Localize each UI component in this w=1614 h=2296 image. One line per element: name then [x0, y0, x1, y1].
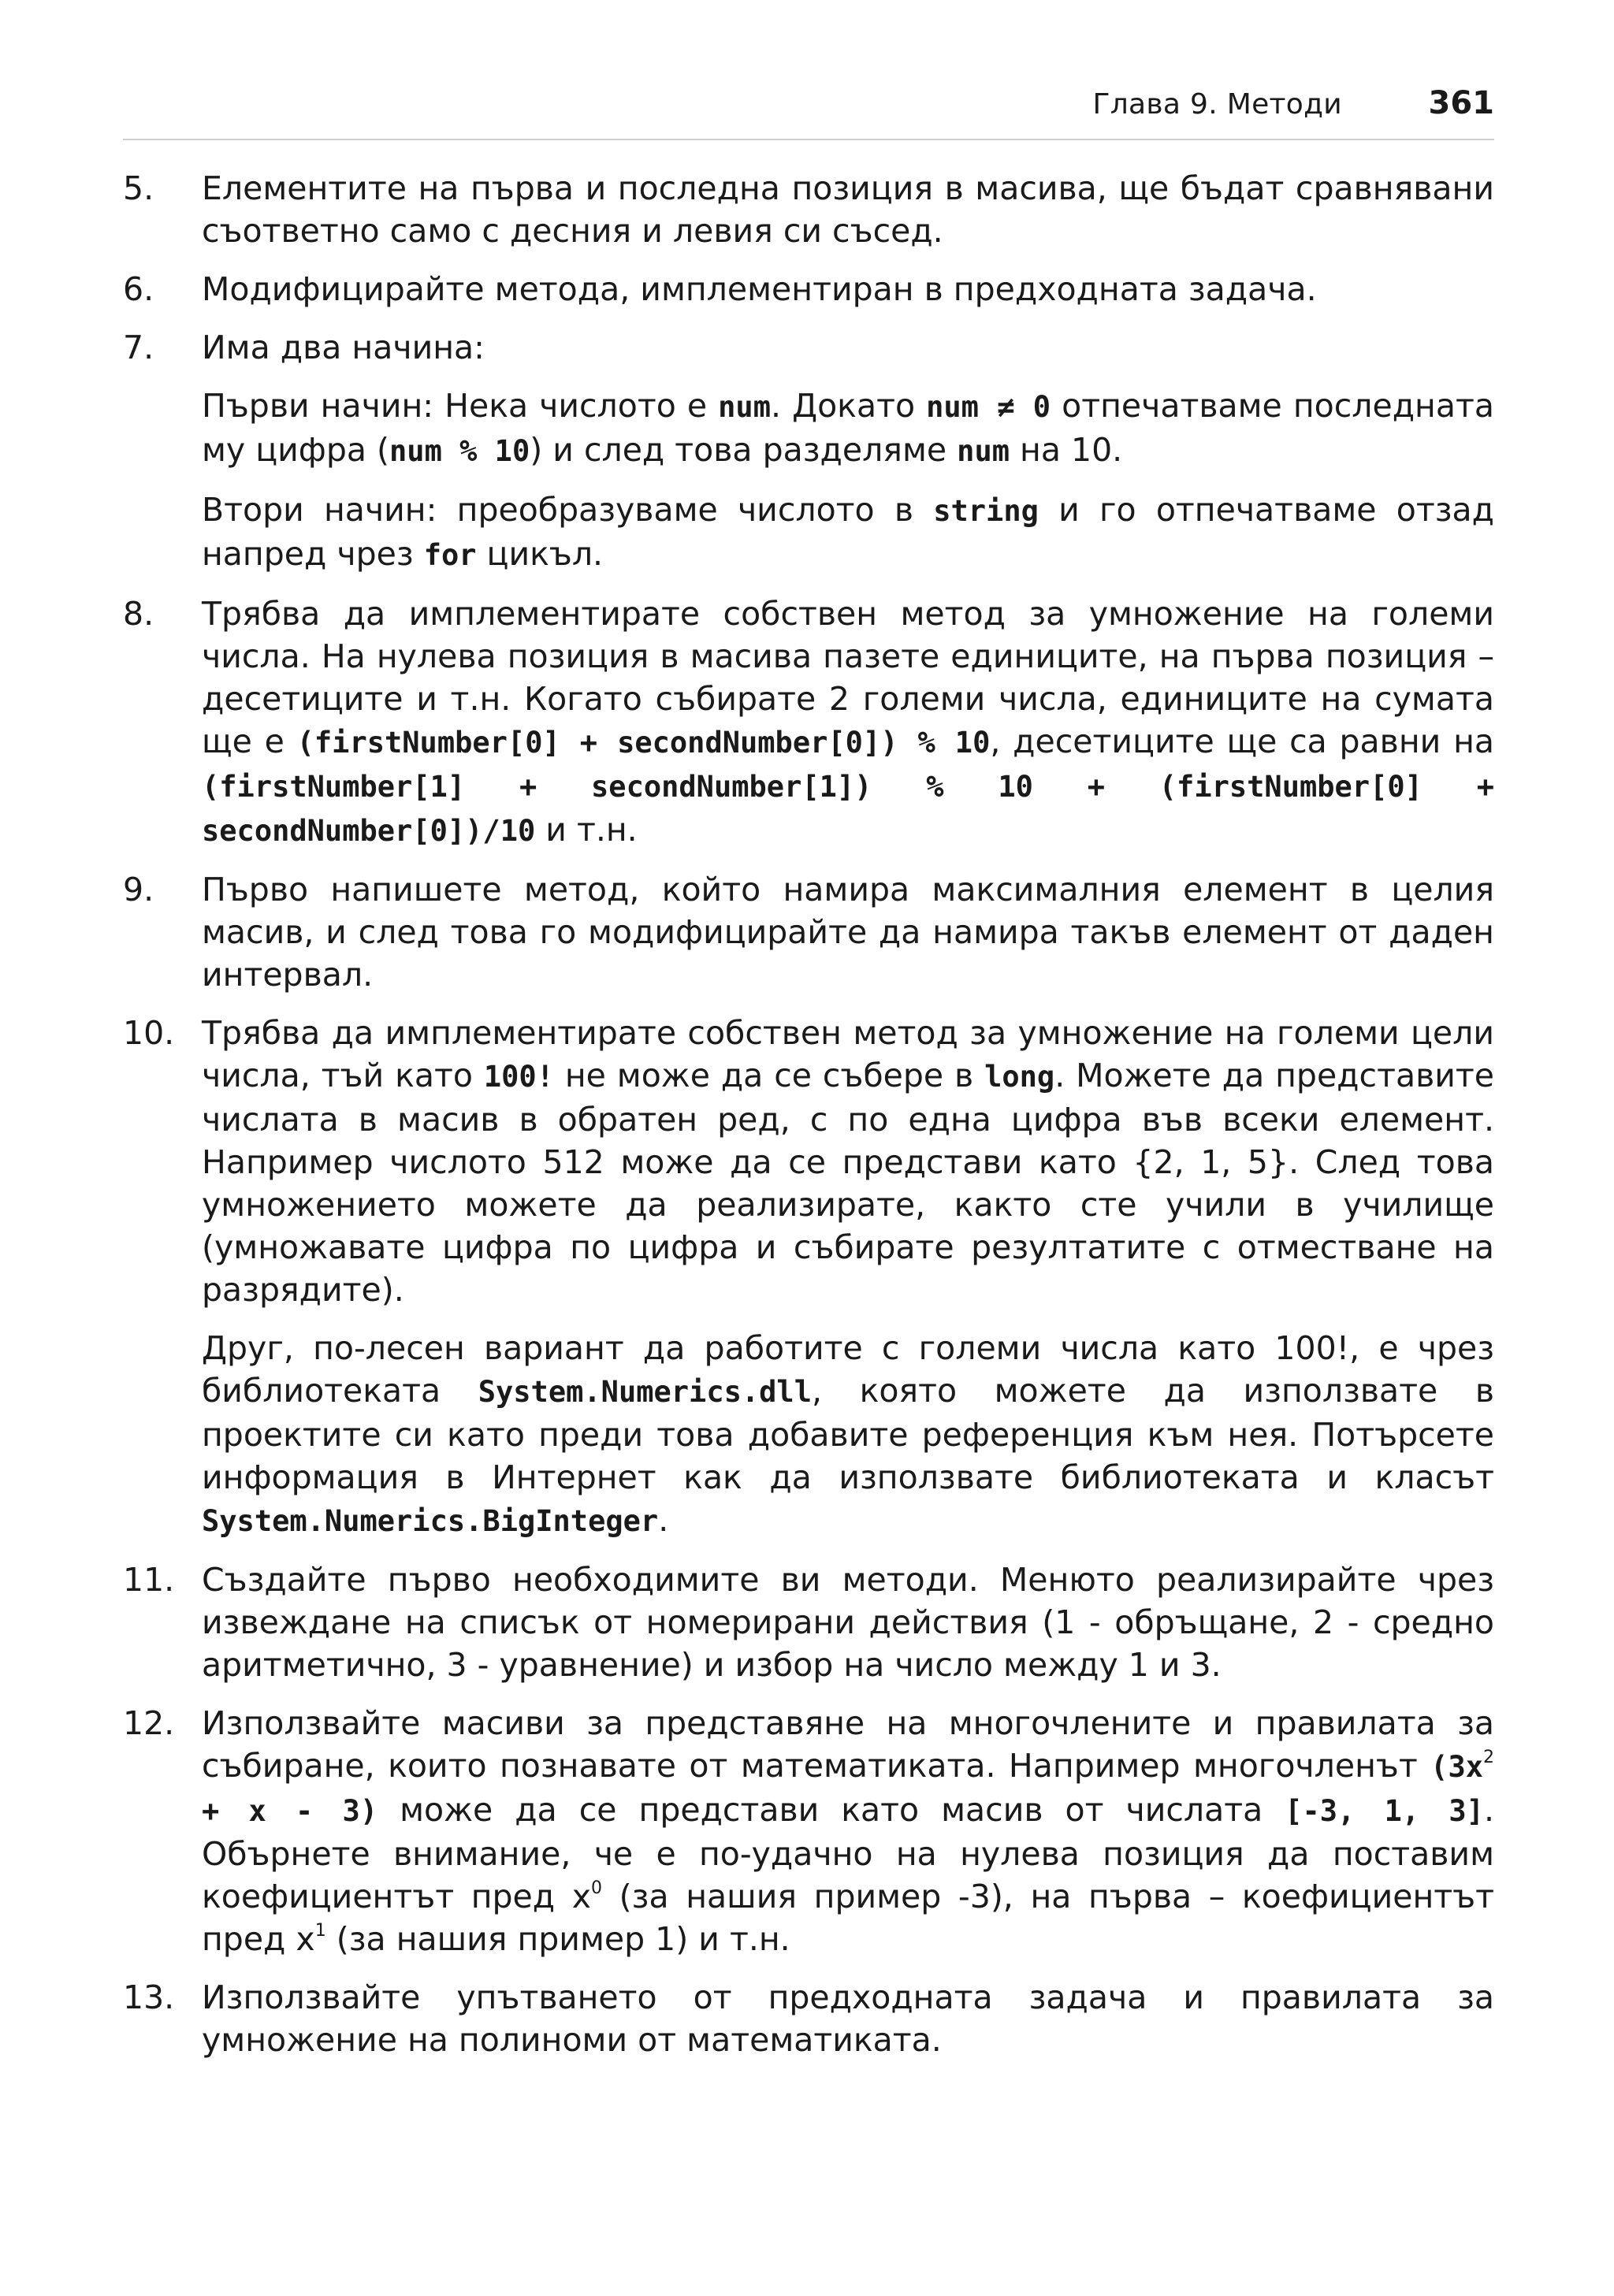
text-run: Създайте първо необходимите ви методи. Менюто реализирайте чрез извеждане на списък от номерирани действия (1 - обръщане, 2 - средно аритметично, 3 - уравнение) и избор на число между 1 и 3. [202, 1561, 1494, 1684]
item-paragraph [202, 1702, 1494, 1960]
text-run: Елементите на първа и последна позиция в масива, ще бъдат сравнявани съответно само с десния и левия си съсед. [202, 169, 1494, 250]
item-paragraph [202, 1012, 1494, 1311]
text-run: , десетиците ще са равни на [990, 723, 1494, 760]
list-item [123, 593, 1494, 853]
text-run: . [658, 1501, 669, 1539]
chapter-title: Глава 9. Методи [1092, 88, 1342, 121]
item-number: 5. [123, 169, 154, 207]
item-paragraph [202, 1976, 1494, 2061]
code-snippet: System.Numerics.dll [478, 1375, 812, 1409]
item-number: 10. [123, 1014, 175, 1052]
item-paragraph [202, 1327, 1494, 1543]
text-run: Модифицирайте метода, имплементиран в предходната задача. [202, 270, 1317, 308]
page-header [123, 82, 1494, 132]
text-run: отпечатваме последната му цифра ( [202, 387, 1494, 469]
list-item [123, 326, 1494, 577]
text-run: и го отпечатваме отзад напред чрез [202, 491, 1494, 573]
code-snippet: [-3, 1, 3] [1285, 1794, 1484, 1828]
item-paragraph [202, 268, 1494, 310]
list-item [123, 1012, 1494, 1543]
hints-list [123, 167, 1494, 2077]
item-number: 9. [123, 871, 154, 908]
code-snippet: for [423, 538, 477, 572]
list-item [123, 1976, 1494, 2061]
header-divider [123, 139, 1494, 140]
text-run: Първо напишете метод, който намира максималния елемент в целия масив, и след това го модифицирайте да намира такъв елемент от даден интервал. [202, 871, 1494, 994]
item-paragraph [202, 326, 1494, 369]
list-item [123, 167, 1494, 252]
item-number: 12. [123, 1704, 175, 1742]
text-run: (за нашия пример -3), на първа – коефициентът пред x [202, 1878, 1495, 1958]
code-snippet: num [957, 434, 1010, 468]
text-run: Има два начина: [202, 329, 485, 366]
text-run: Трябва да имплементирате собствен метод за умножение на големи числа. На нулева позиция в масива пазете единиците, на първа позиция – десетиците и т.н. Когато събирате 2 големи числа, единиците на сумата ще е [202, 595, 1494, 760]
text-run: Използвайте упътването от предходната задача и правилата за умножение на полиноми от математиката. [202, 1978, 1494, 2059]
code-snippet: num % 10 [389, 434, 530, 468]
superscript: 1 [314, 1921, 326, 1941]
text-run: Трябва да имплементирате собствен метод за умножение на големи цели числа, тъй като [202, 1014, 1494, 1094]
text-run: може да се представи като масив от числата [377, 1791, 1285, 1829]
code-snippet: string [933, 494, 1039, 528]
item-number: 8. [123, 595, 154, 633]
text-run: не може да се събере в [553, 1057, 985, 1094]
item-number: 7. [123, 329, 154, 366]
code-snippet: (3x [1430, 1750, 1483, 1784]
item-number: 11. [123, 1561, 175, 1599]
text-run: на 10. [1010, 431, 1123, 469]
code-snippet: 100! [483, 1060, 554, 1094]
superscript: 0 [591, 1878, 603, 1898]
text-run: ) и след това разделяме [530, 431, 958, 469]
list-item [123, 268, 1494, 310]
text-run: , която можете да използвате в проектите си като преди това добавите референция към нея. Потърсете информация в Интернет как да използвате библиотеката и класът [202, 1372, 1494, 1496]
text-run: Друг, по-лесен вариант да работите с големи числа като 100!, е чрез библиотеката [202, 1329, 1494, 1410]
code-snippet: System.Numerics.BigInteger [202, 1504, 659, 1538]
list-item [123, 1702, 1494, 1960]
item-paragraph [202, 167, 1494, 252]
text-run: цикъл. [476, 535, 604, 573]
text-run: (за нашия пример 1) и т.н. [325, 1920, 790, 1958]
code-snippet: num [718, 390, 771, 424]
item-paragraph [202, 1559, 1494, 1686]
item-paragraph [202, 489, 1494, 577]
text-run: . Можете да представите числата в масив в обратен ред, с по една цифра във всеки елемент. Например числото 512 може да се представи като {2, 1, 5}. След това умножението можете да реализирате, както сте учили в училище (умножавате цифра по цифра и събирате резултатите с отместване на разрядите). [202, 1057, 1494, 1309]
code-snippet: long [984, 1060, 1055, 1094]
code-snippet: (firstNumber[1] + secondNumber[1]) % 10 + (firstNumber[0] + secondNumber[0])/10 [202, 770, 1494, 848]
page-number: 361 [1428, 85, 1494, 121]
superscript: 2 [1483, 1748, 1494, 1767]
code-snippet: num ≠ 0 [926, 390, 1051, 424]
text-run: Използвайте масиви за представяне на многочлените и правилата за събиране, които познавате от математиката. Например многочленът [202, 1704, 1494, 1785]
item-number: 13. [123, 1978, 175, 2016]
list-item [123, 1559, 1494, 1686]
list-item [123, 868, 1494, 996]
code-snippet: + x - 3) [202, 1794, 378, 1828]
code-snippet: (firstNumber[0] + secondNumber[0]) % 10 [296, 726, 991, 760]
text-run: Втори начин: преобразуваме числото в [202, 491, 934, 529]
text-run: . Обърнете внимание, че е по-удачно на нулева позиция да поставим коефициентът пред x [202, 1791, 1494, 1915]
text-run: и т.н. [535, 811, 638, 849]
item-number: 6. [123, 270, 154, 308]
item-paragraph [202, 385, 1494, 473]
item-paragraph [202, 868, 1494, 996]
text-run: . Докато [770, 387, 927, 425]
text-run: Първи начин: Нека числото е [202, 387, 719, 425]
item-paragraph [202, 593, 1494, 853]
